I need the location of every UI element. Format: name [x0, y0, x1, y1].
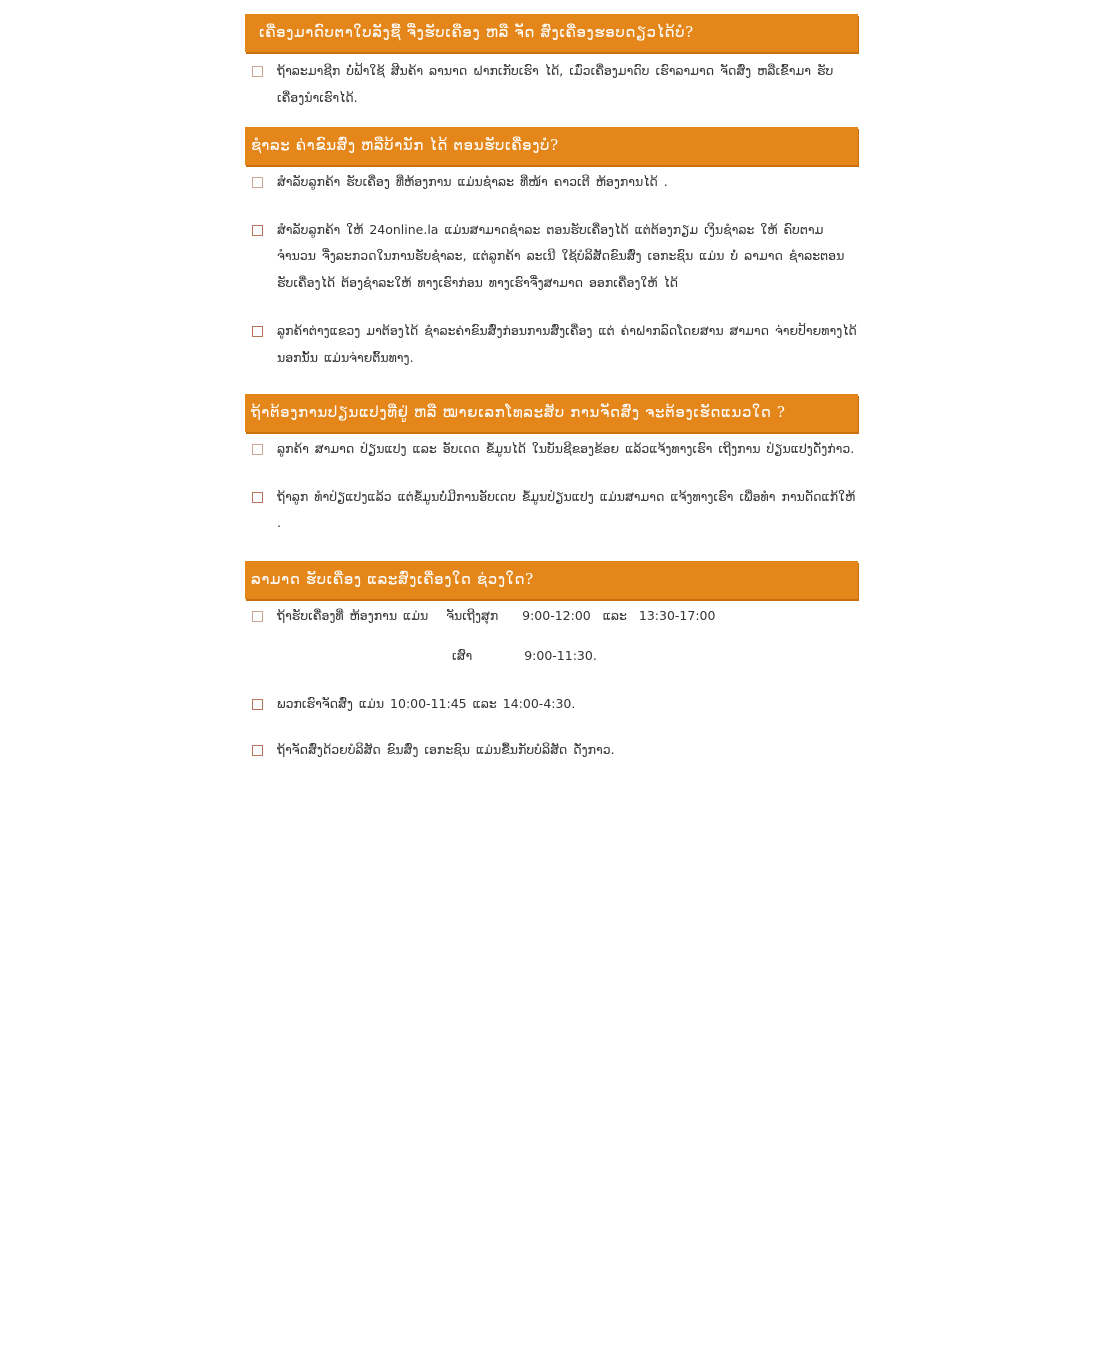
- list-item: [245, 217, 858, 297]
- answer-text: ຖ້າລະມາຊີກ ບໍ່ຟ້າໃຊ້ ສີນຄ້າ ລານາດ ຝາກເກັບເຮົາ ໄດ້, ເມ່ົ່ວເຄື່ອງມາດົບ ເຮົາລາມາດ ຈັດສົ່ງ ຫລືເຂົ້າມາ ຮັບເຄື່ອງນຳເຮົາໄດ້.: [277, 63, 834, 105]
- checkbox-bullet-icon: [252, 492, 263, 503]
- list-item: [245, 737, 858, 764]
- faq-section-title: ເຄື່ອງມາດົບຕາໃບລັງຊື້ ຈື່ງຮັບເຄືອງ ຫລື ຈັດ ສົ່ງເຄື່ອງຮອບດຽວໄດ້ບໍ?: [245, 14, 858, 52]
- checkbox-bullet-icon: [252, 66, 263, 77]
- list-item: [245, 484, 858, 537]
- checkbox-bullet-icon: [252, 177, 263, 188]
- answer-text: ລູກຄ້າ ສາມາດ ປ່ຽນແປງ ແລະ ອັບເດດ ຂໍ້ມູນໄດ້ ໃນບັນຊີຂອງຂ້ອຍ ແລ້ວແຈ້ງທາງເຮົາ ເຖີງການ ປ່ຽນແປງດັ່ງກ່າວ.: [277, 441, 855, 456]
- faq-section-title: ລາມາດ ຮັບເຄື່ອງ ແລະສົ່ງເຄື່ອງໃດ ຊ່ວງໃດ?: [245, 561, 858, 599]
- faq-container: [245, 14, 858, 764]
- weekday-hours-value: 9:00-12:00 ແລະ 13:30-17:00: [522, 607, 716, 623]
- answer-text: ລູກຄ້າຕ່າງແຂວງ ມາຕ້ອງໄດ້ ຊຳລະຄ່າຂົນສົ່ງກ່ອນການສົ່ງເຄື່ອງ ແຕ່ ຄ່າຝາກລົດໂດຍສານ ສາມາດ ຈ່າຍປ້າຍທາງໄດ້ ນອກນັ້ນ ແມ່ນຈ່າຍຕົ້ນທາງ.: [277, 323, 857, 365]
- faq-section-opening-hours: [245, 561, 858, 764]
- pickup-hours-weekday: [277, 603, 858, 630]
- answer-text: ພວກເຮົາຈັດສົ່ງ ແມ່ນ 10:00-11:45 ແລະ 14:00-4:30.: [277, 695, 576, 711]
- saturday-hours-value: 9:00-11:30.: [524, 648, 597, 663]
- faq-section-change-address: [245, 394, 858, 537]
- faq-section-consolidated-delivery: [245, 14, 858, 111]
- checkbox-bullet-icon: [252, 745, 263, 756]
- faq-answer-list: [245, 603, 858, 764]
- answer-text: ຖ້າລູກ ທຳປ່ຽແປງແລ້ວ ແຕ່ຂໍ້ມູນບໍ່ມີການອັບເດບ ຂໍ້ມູນປ່ຽນແປງ ແມ່ນສາມາດ ແຈ້ງທາງເຮົາ ເພື່ອທຳ ການດັດແກ້ໃຫ້ .: [277, 488, 856, 530]
- saturday-label: ເສົາ: [452, 648, 473, 663]
- faq-section-title: ຊຳລະ ຄ່າຂົນສົ່ງ ຫລືບ້ານັກ ໄດ້ ຕອນຮັບເຄື່ອງບໍ?: [245, 127, 858, 165]
- faq-section-title: ຖ້າຕ້ອງການປຽນແປງທີ່ຢູ່ ຫລື ໝາຍເລກໂທລະສັບ ການຈັດສົ່ງ ຈະຕ້ອງເຮັດແນວໃດ ?: [245, 394, 858, 432]
- list-item: [245, 436, 858, 463]
- checkbox-bullet-icon: [252, 611, 263, 622]
- answer-text: ສຳລັບລູກຄ້າ ຮັບເຄື່ອງ ທີ່ຫ້ອງການ ແມ່ນຊຳລະ ທີ່ໜ້າ ຄາວເຕີ ຫ້ອງການໄດ້ .: [277, 174, 668, 189]
- list-item: [245, 58, 858, 111]
- checkbox-bullet-icon: [252, 699, 263, 710]
- faq-answer-list: [245, 169, 858, 371]
- list-item: [245, 318, 858, 371]
- answer-text: ຖ້າຈັດສົ່ງດ້ວຍບໍລິສັດ ຂົນສົ່ງ ເອກະຊົນ ແມ່ນຂື້ນກັບບໍລິສັດ ດັ່ງກາວ.: [277, 742, 615, 757]
- list-item: [245, 603, 858, 670]
- faq-section-payment-on-delivery: [245, 127, 858, 371]
- pickup-hours-saturday: [277, 643, 858, 670]
- checkbox-bullet-icon: [252, 444, 263, 455]
- checkbox-bullet-icon: [252, 326, 263, 337]
- faq-answer-list: [245, 436, 858, 537]
- pickup-hours-label: ຖ້າຮັບເຄື່ອງທີ່ ຫ້ອງການ ແມ່ນ ຈັນເຖີງສຸກ: [277, 607, 499, 623]
- list-item: [245, 691, 858, 718]
- answer-text: ສຳລັບລູກຄ້າ ໃຫ້ 24online.la ແມ່ນສາມາດຊຳລະ ຕອນຮັບເຄື່ອງໄດ້ ແຕ່ຕ້ອງກຽມ ເງິນຊຳລະ ໃຫ້ ຄົບຕາມຈຳນວນ ຈື່ງລະກວດໃນການຮັບຊຳລະ, ແຕ່ລູກຄ້າ ລະເນີ ໃຊ້ບໍລິສັດຂົນສົ່ງ ເອກະຊົນ ແມ່ນ ບໍ່ ລາມາດ ຊຳລະຕອນຮັບເຄື່ອງໄດ້ ຕ້ອງຊຳລະໃຫ້ ທາງເຮົາກ່ອນ ທາງເຮົາຈື່ງສາມາດ ອອກເຄື່ອງໃຫ້ ໄດ້: [277, 221, 845, 290]
- faq-answer-list: [245, 58, 858, 111]
- list-item: [245, 169, 858, 196]
- checkbox-bullet-icon: [252, 225, 263, 236]
